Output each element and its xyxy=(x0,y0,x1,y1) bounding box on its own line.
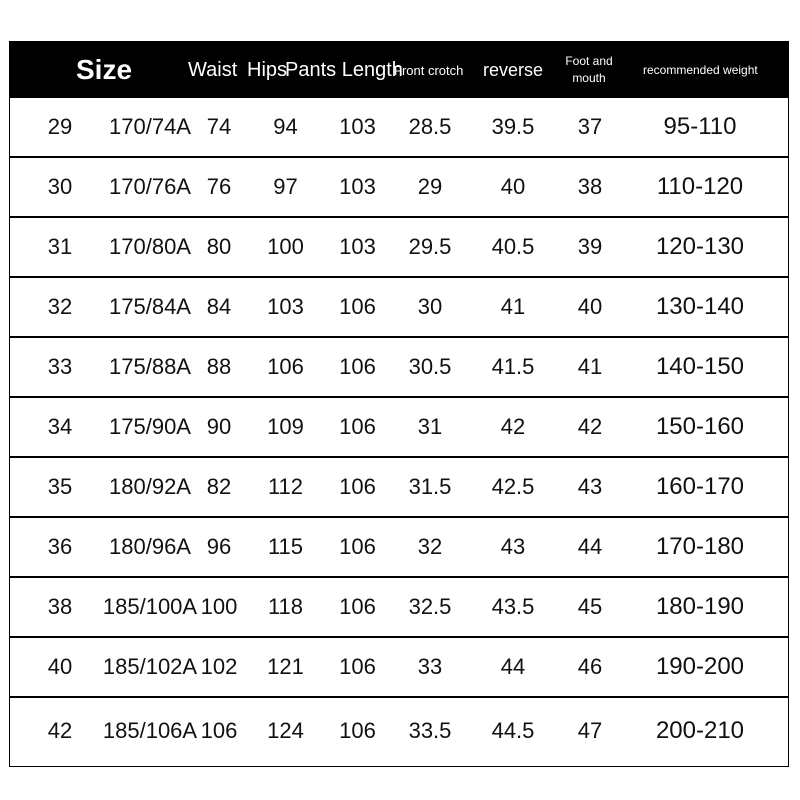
cell-waist: 96 xyxy=(206,534,232,559)
cell-reverse: 39.5 xyxy=(491,114,535,139)
cell-size: 42 xyxy=(47,718,73,743)
cell-size: 30 xyxy=(47,174,73,199)
cell-front-crotch: 31 xyxy=(417,414,443,439)
table-row xyxy=(10,698,788,764)
cell-foot-and-mouth: 40 xyxy=(577,294,603,319)
table-row xyxy=(10,98,788,158)
cell-pants-length: 106 xyxy=(339,718,376,743)
cell-recommended-weight: 95-110 xyxy=(663,113,737,140)
cell-hips: 106 xyxy=(267,354,304,379)
cell-size: 36 xyxy=(47,534,73,559)
cell-code: 185/100A xyxy=(102,594,198,619)
cell-code: 180/92A xyxy=(109,474,191,499)
cell-front-crotch: 28.5 xyxy=(408,114,452,139)
cell-waist: 74 xyxy=(206,114,232,139)
cell-recommended-weight: 180-190 xyxy=(655,593,745,620)
cell-hips: 103 xyxy=(267,294,304,319)
cell-hips: 121 xyxy=(267,654,304,679)
header-waist: Waist xyxy=(188,58,238,81)
cell-code: 170/80A xyxy=(109,234,191,259)
cell-pants-length: 103 xyxy=(339,174,376,199)
table-row xyxy=(10,638,788,698)
cell-code: 180/96A xyxy=(109,534,191,559)
cell-reverse: 40.5 xyxy=(491,234,535,259)
header-foot-and-mouth: Foot and mouth xyxy=(565,54,613,85)
table-row xyxy=(10,518,788,578)
cell-foot-and-mouth: 39 xyxy=(577,234,603,259)
cell-size: 31 xyxy=(47,234,73,259)
table-row xyxy=(10,338,788,398)
table-row xyxy=(10,278,788,338)
cell-recommended-weight: 120-130 xyxy=(655,233,745,260)
cell-waist: 76 xyxy=(206,174,232,199)
cell-hips: 109 xyxy=(267,414,304,439)
cell-reverse: 41.5 xyxy=(491,354,535,379)
cell-size: 34 xyxy=(47,414,73,439)
header-recommended-weight: recommended weight xyxy=(643,63,758,77)
cell-waist: 88 xyxy=(206,354,232,379)
cell-waist: 84 xyxy=(206,294,232,319)
cell-size: 33 xyxy=(47,354,73,379)
cell-code: 175/90A xyxy=(109,414,191,439)
size-chart-table xyxy=(9,41,789,767)
cell-front-crotch: 32.5 xyxy=(408,594,452,619)
cell-recommended-weight: 130-140 xyxy=(655,293,745,320)
cell-front-crotch: 29 xyxy=(417,174,443,199)
header-hips: Hips xyxy=(247,58,288,81)
header-size: Size xyxy=(76,54,133,85)
cell-pants-length: 106 xyxy=(339,294,376,319)
cell-front-crotch: 29.5 xyxy=(408,234,452,259)
cell-hips: 124 xyxy=(267,718,304,743)
cell-recommended-weight: 190-200 xyxy=(655,653,745,680)
cell-code: 170/76A xyxy=(109,174,191,199)
header-front-crotch: Front crotch xyxy=(394,62,464,78)
cell-hips: 115 xyxy=(267,534,304,559)
cell-front-crotch: 30 xyxy=(417,294,443,319)
cell-size: 35 xyxy=(47,474,73,499)
cell-size: 32 xyxy=(47,294,73,319)
table-row xyxy=(10,398,788,458)
cell-code: 175/84A xyxy=(109,294,191,319)
cell-foot-and-mouth: 43 xyxy=(577,474,603,499)
cell-hips: 97 xyxy=(273,174,298,199)
table-body xyxy=(10,98,788,764)
cell-front-crotch: 31.5 xyxy=(408,474,452,499)
cell-front-crotch: 33 xyxy=(417,654,443,679)
cell-reverse: 44.5 xyxy=(491,718,535,743)
header-reverse: reverse xyxy=(483,59,544,80)
cell-waist: 106 xyxy=(200,718,238,743)
cell-foot-and-mouth: 46 xyxy=(577,654,603,679)
cell-reverse: 40 xyxy=(500,174,526,199)
cell-hips: 112 xyxy=(267,474,304,499)
cell-recommended-weight: 200-210 xyxy=(655,717,745,744)
table-row xyxy=(10,158,788,218)
cell-front-crotch: 32 xyxy=(417,534,443,559)
cell-code: 185/106A xyxy=(102,718,198,743)
cell-reverse: 44 xyxy=(500,654,526,679)
cell-hips: 118 xyxy=(267,594,304,619)
cell-pants-length: 106 xyxy=(339,594,376,619)
cell-pants-length: 106 xyxy=(339,354,376,379)
cell-pants-length: 106 xyxy=(339,414,376,439)
cell-waist: 102 xyxy=(200,654,238,679)
cell-foot-and-mouth: 38 xyxy=(577,174,603,199)
cell-waist: 100 xyxy=(200,594,238,619)
cell-pants-length: 106 xyxy=(339,534,376,559)
cell-waist: 82 xyxy=(206,474,232,499)
cell-waist: 90 xyxy=(206,414,232,439)
cell-hips: 100 xyxy=(267,234,304,259)
cell-foot-and-mouth: 42 xyxy=(577,414,603,439)
cell-size: 29 xyxy=(47,114,73,139)
header-pants-length: Pants Length xyxy=(285,58,403,81)
cell-front-crotch: 33.5 xyxy=(408,718,452,743)
cell-foot-and-mouth: 45 xyxy=(577,594,603,619)
table-row xyxy=(10,458,788,518)
cell-code: 185/102A xyxy=(102,654,198,679)
cell-size: 38 xyxy=(47,594,73,619)
cell-foot-and-mouth: 44 xyxy=(577,534,603,559)
cell-pants-length: 106 xyxy=(339,474,376,499)
cell-foot-and-mouth: 41 xyxy=(577,354,603,379)
cell-recommended-weight: 160-170 xyxy=(655,473,745,500)
cell-foot-and-mouth: 47 xyxy=(577,718,603,743)
cell-reverse: 42.5 xyxy=(491,474,535,499)
table-header xyxy=(10,42,788,98)
cell-pants-length: 103 xyxy=(339,234,376,259)
table-row xyxy=(10,218,788,278)
cell-front-crotch: 30.5 xyxy=(408,354,452,379)
cell-foot-and-mouth: 37 xyxy=(577,114,603,139)
cell-hips: 94 xyxy=(273,114,298,139)
cell-reverse: 42 xyxy=(500,414,526,439)
cell-size: 40 xyxy=(47,654,73,679)
cell-pants-length: 103 xyxy=(339,114,376,139)
cell-waist: 80 xyxy=(206,234,232,259)
cell-recommended-weight: 140-150 xyxy=(655,353,745,380)
cell-reverse: 43.5 xyxy=(491,594,535,619)
cell-recommended-weight: 170-180 xyxy=(655,533,745,560)
cell-code: 170/74A xyxy=(109,114,191,139)
cell-recommended-weight: 110-120 xyxy=(656,173,744,200)
cell-code: 175/88A xyxy=(109,354,191,379)
cell-pants-length: 106 xyxy=(339,654,376,679)
cell-recommended-weight: 150-160 xyxy=(655,413,745,440)
cell-reverse: 43 xyxy=(500,534,526,559)
cell-reverse: 41 xyxy=(500,294,526,319)
table-row xyxy=(10,578,788,638)
